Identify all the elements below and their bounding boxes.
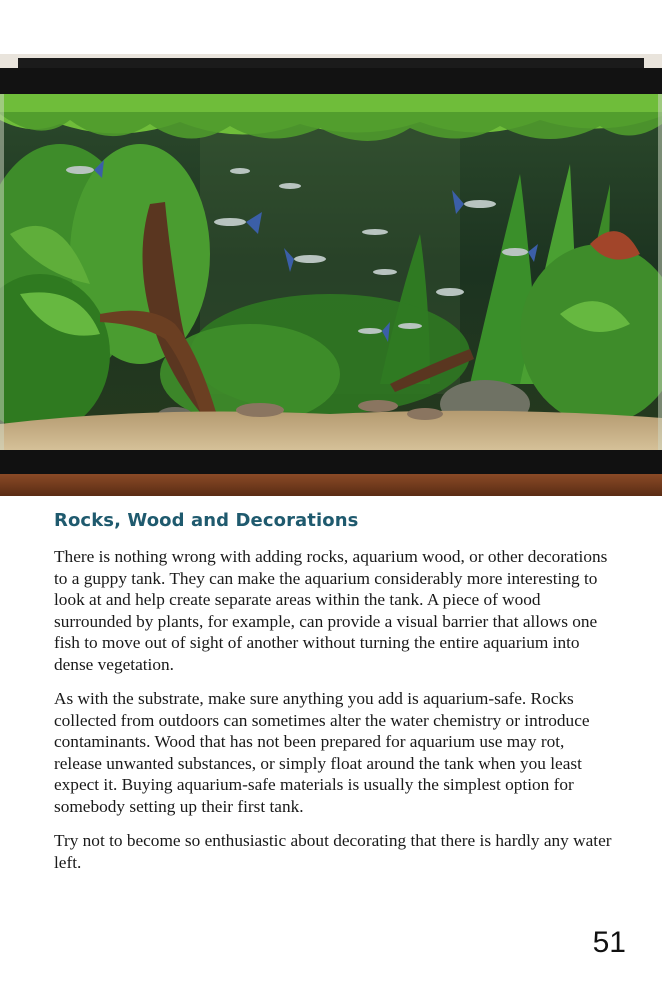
section-heading: Rocks, Wood and Decorations [54, 510, 359, 531]
aquarium-photo [0, 54, 662, 496]
paragraph: Try not to become so enthusiastic about decorating that there is hardly any water left. [54, 831, 612, 872]
paragraph: There is nothing wrong with adding rocks, aquarium wood, or other decorations to a guppy tank. They can make the aquarium considerably more interesting to look at and help create separate areas within the tank. A piece of wood surrounded by plants, for example, can provide a visual barrier that allows one fish to move out of sight of another without turning the entire aquarium into dense vegetation. [54, 547, 608, 674]
article-body [54, 546, 614, 886]
page-number: 51 [592, 926, 626, 959]
paragraph: As with the substrate, make sure anything you add is aquarium-safe. Rocks collected from outdoors can sometimes alter the water chemistry or introduce contaminants. Wood that has not been prepared for aquarium use may rot, release unwanted substances, or simply float around the tank when you least expect it. Buying aquarium-safe materials is usually the simplest option for somebody setting up their first tank. [54, 689, 590, 817]
